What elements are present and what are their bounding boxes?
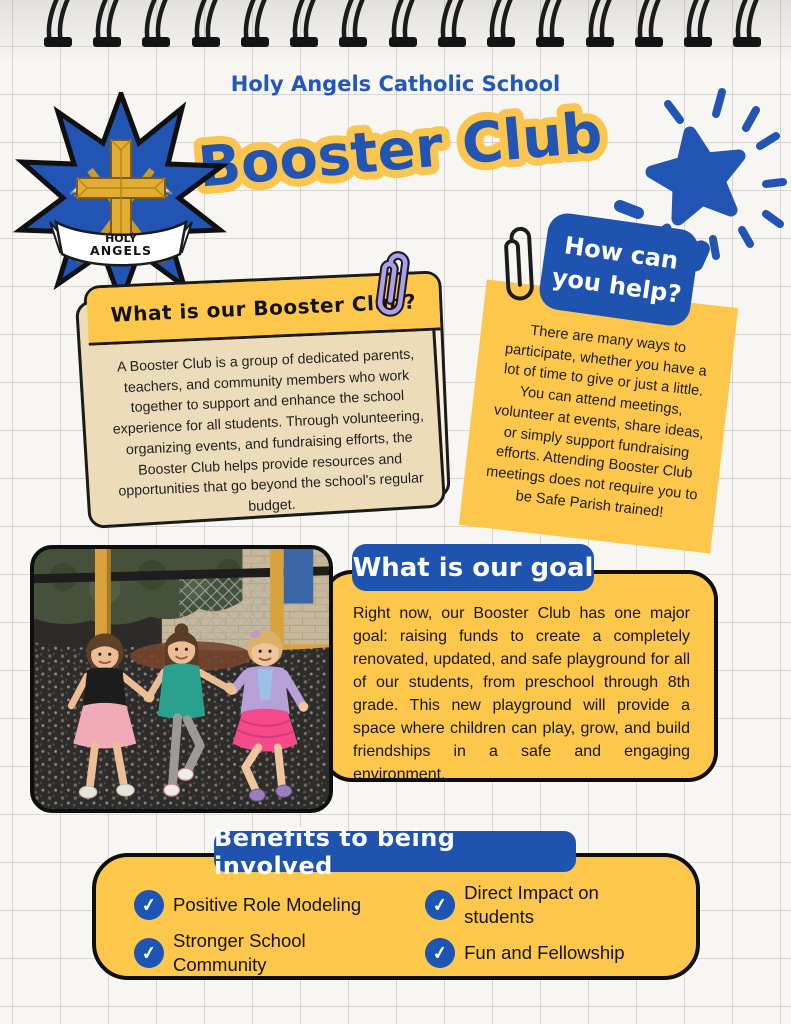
crest-banner-text-1: HOLY bbox=[105, 232, 137, 245]
benefit-label: Direct Impact on students bbox=[464, 882, 599, 928]
check-icon: ✓ bbox=[132, 888, 166, 922]
school-crest-starburst bbox=[6, 92, 236, 302]
what-is-card bbox=[83, 270, 451, 516]
check-icon: ✓ bbox=[423, 888, 457, 922]
playground-photo bbox=[30, 545, 333, 813]
goal-box bbox=[322, 570, 718, 782]
check-icon: ✓ bbox=[132, 936, 166, 970]
benefit-item bbox=[409, 929, 666, 977]
check-icon: ✓ bbox=[423, 936, 457, 970]
how-help-note bbox=[459, 279, 738, 553]
benefit-item bbox=[134, 881, 401, 929]
benefit-label: Stronger School Community bbox=[173, 930, 306, 976]
goal-title: What is our goal bbox=[352, 544, 594, 591]
what-is-card-title: What is our Booster Club? bbox=[86, 273, 440, 345]
benefit-item bbox=[409, 881, 666, 929]
benefit-label: Positive Role Modeling bbox=[173, 894, 362, 916]
benefits-title: Benefits to being involved bbox=[214, 831, 576, 872]
paperclip-black-icon bbox=[494, 221, 551, 317]
crest-banner-text-2: ANGELS bbox=[90, 243, 152, 258]
page-title-text: Booster Club bbox=[195, 100, 605, 201]
benefit-item bbox=[134, 929, 401, 977]
playground-photo-illustration bbox=[34, 549, 329, 809]
goal-body: Right now, our Booster Club has one major goal: raising funds to create a completely renovated, updated, and safe playground for all of our students, from preschool through 8th grade. This new playground will provide a space where children can play, grow, and build friendships in a safe and engaging environment. bbox=[353, 605, 690, 784]
how-help-title-line1: How can bbox=[562, 231, 680, 276]
how-help-title bbox=[537, 211, 701, 328]
what-is-card-body: A Booster Club is a group of dedicated parents, teachers, and community members who work together to support and enhance the school experience for all students. Through volunteering, organizing events, and fundraising efforts, the Booster Club helps provide resources and opportunities that go beyond the school's regular budget. bbox=[112, 346, 425, 516]
school-name: Holy Angels Catholic School bbox=[230, 72, 561, 96]
benefit-label: Fun and Fellowship bbox=[464, 942, 625, 964]
spiral-binding bbox=[0, 0, 791, 54]
how-help-note-body: There are many ways to participate, whether you have a lot of time to give or just a little. You can attend meetings, volunteer at events, share ideas, or simply support fundraising efforts. Attending Booster Club meetings does not require you to be Safe Parish trained! bbox=[485, 322, 708, 521]
how-help-title-line2: you help? bbox=[550, 262, 684, 309]
